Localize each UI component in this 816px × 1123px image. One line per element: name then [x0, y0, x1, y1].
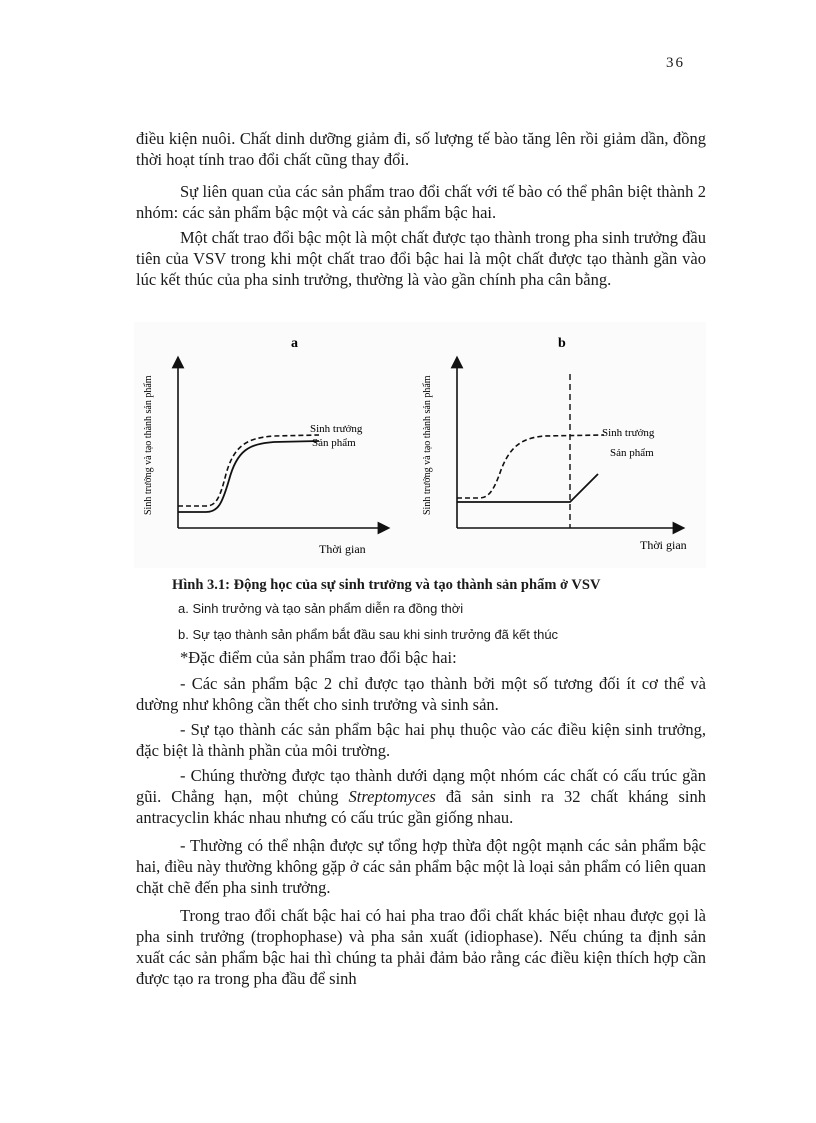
paragraph-1: điều kiện nuôi. Chất dinh dưỡng giảm đi, số lượng tế bào tăng lên rồi giảm dần, đồng thời hoạt tính trao đổi chất cũng thay đổi.: [136, 129, 706, 169]
panel-a-growth-curve: [178, 435, 319, 506]
figure-caption: Hình 3.1: Động học của sự sinh trưởng và tạo thành sản phẩm ở VSV: [172, 577, 601, 593]
panel-a-label: a: [291, 336, 298, 351]
paragraph-4: *Đặc điểm của sản phẩm trao đổi bậc hai:: [180, 648, 457, 667]
panel-a-ylabel: Sinh trưởng và tạo thành sản phẩm: [143, 375, 154, 515]
panel-a-xlabel: Thời gian: [319, 542, 366, 556]
panel-b-label: b: [558, 336, 566, 351]
figure-subcaption-a: a. Sinh trưởng và tạo sản phẩm diễn ra đồng thời: [178, 601, 464, 616]
paragraph-8: - Thường có thể nhận được sự tổng hợp thừa đột ngột mạnh các sản phẩm bậc hai, điều này thường không gặp ở các sản phẩm bậc một là loại sản phẩm có liên quan chặt chẽ đến pha sinh trưởng.: [136, 836, 706, 897]
page-number: 36: [666, 55, 685, 71]
paragraph-6: - Sự tạo thành các sản phẩm bậc hai phụ thuộc vào các điều kiện sinh trưởng, đặc biệt là thành phần của môi trường.: [136, 720, 706, 760]
paragraph-9: Trong trao đổi chất bậc hai có hai pha trao đổi chất khác biệt nhau được gọi là pha sinh trưởng (trophophase) và pha sản xuất (idiophase). Nếu chúng ta định sản xuất các sản phẩm bậc hai thì chúng ta phải đảm bảo rằng các điều kiện thích hợp cần được tạo ra trong pha đầu để sinh: [136, 906, 706, 988]
panel-a-product-curve: [178, 441, 319, 512]
paragraph-7-part-1: - Chúng thường được tạo thành dưới dạng một nhóm các chất có cấu trúc gần gũi. Chẳng hạn, một chủng: [136, 766, 706, 806]
figure-subcaption-b: b. Sự tạo thành sản phẩm bắt đầu sau khi sinh trưởng đã kết thúc: [178, 627, 559, 642]
panel-a-legend-growth: Sinh trưởng: [310, 423, 363, 435]
panel-b-legend-product: Sản phẩm: [610, 447, 654, 459]
paragraph-5: - Các sản phẩm bậc 2 chỉ được tạo thành bởi một số tương đối ít cơ thể và dường như không cần thết cho sinh trưởng và sinh sản.: [136, 674, 706, 714]
figure-3-1: [134, 322, 706, 568]
species-name: Streptomyces: [348, 787, 436, 806]
kinetics-diagram: [134, 322, 706, 568]
paragraph-3: Một chất trao đổi bậc một là một chất được tạo thành trong pha sinh trưởng đầu tiên của VSV trong khi một chất trao đổi bậc hai là một chất được tạo thành gần vào lúc kết thúc của pha sinh trưởng, thường là vào gần chính pha cân bằng.: [136, 228, 706, 289]
panel-b-growth-curve: [457, 435, 604, 498]
paragraph-7-part-2: đã sản sinh ra 32 chất kháng sinh antracyclin khác nhau nhưng có cấu trúc gần giống nhau.: [136, 787, 706, 827]
panel-a-legend-product: Sản phẩm: [312, 437, 356, 449]
paragraph-7: [136, 765, 706, 828]
panel-b: [422, 336, 687, 552]
paragraph-2: Sự liên quan của các sản phẩm trao đổi chất với tế bào có thể phân biệt thành 2 nhóm: các sản phẩm bậc một và các sản phẩm bậc hai.: [136, 182, 706, 222]
panel-b-xlabel: Thời gian: [640, 538, 687, 552]
panel-a: [143, 336, 384, 556]
panel-b-legend-growth: Sinh trưởng: [602, 427, 655, 439]
panel-b-ylabel: Sinh trưởng và tạo thành sản phẩm: [422, 375, 433, 515]
panel-b-product-curve: [457, 474, 598, 502]
